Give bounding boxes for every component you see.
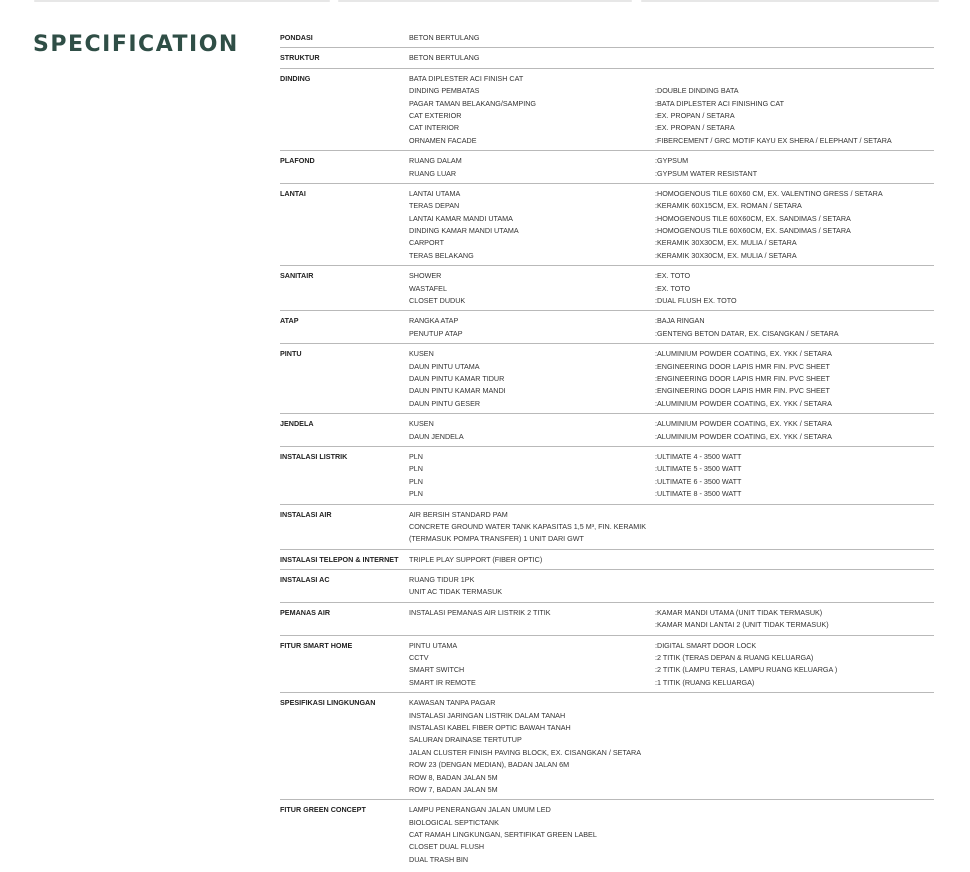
page-title: SPECIFICATION [33,32,239,57]
spec-row [280,652,934,664]
spec-item: TERAS BELAKANG [409,250,474,260]
spec-category: INSTALASI LISTRIK [280,451,348,461]
spec-item: LANTAI KAMAR MANDI UTAMA [409,213,513,223]
spec-item: PLN [409,489,423,499]
spec-item: DAUN PINTU KAMAR TIDUR [409,373,505,383]
spec-row [280,373,934,385]
spec-value: :ULTIMATE 4 - 3500 WATT [655,451,742,461]
spec-item: DAUN PINTU UTAMA [409,361,480,371]
spec-item: ORNAMEN FACADE [409,135,477,145]
spec-value [655,52,934,64]
spec-category: JENDELA [280,419,314,429]
spec-section [280,553,934,570]
spec-value: :KAMAR MANDI UTAMA (UNIT TIDAK TERMASUK) [655,607,823,617]
spec-section [280,51,934,68]
spec-category [280,110,409,122]
spec-row [280,841,934,853]
spec-row [280,747,934,759]
spec-value [655,533,934,545]
spec-value: :EX. PROPAN / SETARA [655,123,735,133]
spec-row [280,640,934,652]
spec-item: PLN [409,464,423,474]
spec-category [280,85,409,97]
spec-section [280,639,934,694]
spec-item: SHOWER [409,271,442,281]
spec-value [655,697,934,709]
spec-item: RANGKA ATAP [409,316,459,326]
spec-value: :ULTIMATE 6 - 3500 WATT [655,476,742,486]
spec-item: DAUN PINTU KAMAR MANDI [409,386,506,396]
specification-table [280,31,934,872]
spec-category [280,122,409,134]
spec-row [280,829,934,841]
spec-value: :BATA DIPLESTER ACI FINISHING CAT [655,98,784,108]
spec-value: :DIGITAL SMART DOOR LOCK [655,640,757,650]
spec-item [409,619,655,631]
spec-category [280,225,409,237]
spec-row [280,283,934,295]
spec-item: UNIT AC TIDAK TERMASUK [409,587,503,597]
spec-row [280,734,934,746]
spec-row [280,710,934,722]
spec-value: :2 TITIK (TERAS DEPAN & RUANG KELUARGA) [655,653,814,663]
spec-value [655,574,934,586]
spec-category [280,759,409,771]
spec-category [280,854,409,866]
spec-value: :GYPSUM WATER RESISTANT [655,168,758,178]
spec-section [280,187,934,266]
spec-item: DINDING PEMBATAS [409,86,480,96]
spec-category [280,295,409,307]
spec-item: KUSEN [409,349,434,359]
spec-item: BATA DIPLESTER ACI FINISH CAT [409,73,524,83]
spec-category [280,664,409,676]
spec-row [280,772,934,784]
spec-value [655,772,934,784]
top-bar [641,0,939,2]
spec-value: :GENTENG BETON DATAR, EX. CISANGKAN / SETARA [655,328,839,338]
spec-row [280,463,934,475]
spec-category [280,677,409,689]
spec-item: SALURAN DRAINASE TERTUTUP [409,735,522,745]
spec-row [280,85,934,97]
spec-category [280,476,409,488]
spec-category [280,328,409,340]
spec-row [280,586,934,598]
spec-value [655,841,934,853]
spec-section [280,606,934,636]
spec-value: :ALUMINIUM POWDER COATING, EX. YKK / SETARA [655,419,832,429]
spec-value: :BAJA RINGAN [655,316,705,326]
spec-category: FITUR GREEN CONCEPT [280,805,366,815]
spec-value [655,747,934,759]
spec-row [280,509,934,521]
top-bar [338,0,632,2]
spec-item: PLN [409,451,423,461]
spec-row [280,476,934,488]
spec-category [280,168,409,180]
spec-item: TRIPLE PLAY SUPPORT (FIBER OPTIC) [409,554,543,564]
spec-category: INSTALASI AIR [280,509,332,519]
spec-category [280,747,409,759]
spec-value: :KERAMIK 60X15CM, EX. ROMAN / SETARA [655,201,802,211]
spec-item: DUAL TRASH BIN [409,854,469,864]
spec-category [280,772,409,784]
spec-row [280,98,934,110]
spec-category [280,841,409,853]
spec-value: :DUAL FLUSH EX. TOTO [655,296,737,306]
spec-row [280,315,934,327]
spec-category: PINTU [280,349,302,359]
spec-category: DINDING [280,73,311,83]
spec-category [280,722,409,734]
spec-row [280,431,934,443]
spec-value: :ALUMINIUM POWDER COATING, EX. YKK / SETARA [655,349,832,359]
spec-category [280,385,409,397]
spec-item: BETON BERTULANG [409,53,480,63]
spec-row [280,155,934,167]
spec-item: RUANG LUAR [409,168,457,178]
spec-value: :ULTIMATE 8 - 3500 WATT [655,489,742,499]
spec-item: ROW 23 (DENGAN MEDIAN), BADAN JALAN 6M [409,760,570,770]
spec-item: CLOSET DUAL FLUSH [409,842,485,852]
spec-item: CCTV [409,653,429,663]
spec-value: :FIBERCEMENT / GRC MOTIF KAYU EX SHERA / ELEPHANT / SETARA [655,135,892,145]
spec-value: :2 TITIK (LAMPU TERAS, LAMPU RUANG KELUARGA ) [655,665,838,675]
spec-item: DAUN JENDELA [409,431,464,441]
spec-section [280,803,934,869]
spec-value: :HOMOGENOUS TILE 60X60CM, EX. SANDIMAS / SETARA [655,226,851,236]
spec-category [280,431,409,443]
spec-value [655,521,934,533]
spec-value: :GYPSUM [655,156,689,166]
spec-category [280,213,409,225]
spec-value [655,554,934,566]
spec-row [280,122,934,134]
spec-category [280,373,409,385]
spec-section [280,31,934,48]
spec-item: TERAS DEPAN [409,201,460,211]
spec-item: ROW 7, BADAN JALAN 5M [409,784,498,794]
spec-row [280,213,934,225]
spec-value [655,509,934,521]
spec-section [280,696,934,800]
spec-category [280,652,409,664]
spec-item: BIOLOGICAL SEPTICTANK [409,817,499,827]
spec-item: WASTAFEL [409,283,447,293]
spec-section [280,72,934,151]
spec-value: :DOUBLE DINDING BATA [655,86,739,96]
spec-item: BETON BERTULANG [409,33,480,42]
spec-category [280,734,409,746]
spec-row [280,533,934,545]
spec-value: :ENGINEERING DOOR LAPIS HMR FIN. PVC SHEET [655,373,830,383]
spec-item: KUSEN [409,419,434,429]
spec-item: JALAN CLUSTER FINISH PAVING BLOCK, EX. CISANGKAN / SETARA [409,747,642,757]
spec-value [655,817,934,829]
spec-category: LANTAI [280,188,306,198]
spec-item: LAMPU PENERANGAN JALAN UMUM LED [409,805,551,815]
spec-section [280,269,934,311]
spec-value: :KERAMIK 30X30CM, EX. MULIA / SETARA [655,250,797,260]
spec-row [280,451,934,463]
spec-category [280,250,409,262]
spec-value [655,710,934,722]
spec-row [280,250,934,262]
spec-value: :1 TITIK (RUANG KELUARGA) [655,677,755,687]
spec-value [655,734,934,746]
spec-row [280,521,934,533]
spec-category: SPESIFIKASI LINGKUNGAN [280,698,376,708]
spec-item: INSTALASI JARINGAN LISTRIK DALAM TANAH [409,710,566,720]
spec-row [280,784,934,796]
spec-value [655,32,934,44]
spec-value: :ENGINEERING DOOR LAPIS HMR FIN. PVC SHEET [655,386,830,396]
spec-category: ATAP [280,316,299,326]
spec-item: (TERMASUK POMPA TRANSFER) 1 UNIT DARI GWT [409,534,584,544]
spec-section [280,573,934,603]
spec-category: INSTALASI TELEPON & INTERNET [280,554,399,564]
spec-item: CARPORT [409,238,445,248]
spec-category [280,817,409,829]
spec-category: PLAFOND [280,156,315,166]
spec-row [280,817,934,829]
spec-item: SMART SWITCH [409,665,465,675]
spec-value: :EX. PROPAN / SETARA [655,110,735,120]
spec-item: PINTU UTAMA [409,640,458,650]
spec-value [655,722,934,734]
spec-row [280,398,934,410]
spec-row [280,348,934,360]
spec-category [280,710,409,722]
spec-category: STRUKTUR [280,53,320,63]
spec-item: CAT RAMAH LINGKUNGAN, SERTIFIKAT GREEN LABEL [409,830,597,840]
spec-row [280,804,934,816]
spec-category [280,463,409,475]
spec-category [280,398,409,410]
spec-category: SANITAIR [280,271,314,281]
spec-value: :ENGINEERING DOOR LAPIS HMR FIN. PVC SHEET [655,361,830,371]
spec-category [280,237,409,249]
spec-section [280,508,934,550]
spec-value: :KAMAR MANDI LANTAI 2 (UNIT TIDAK TERMASUK) [655,620,829,630]
spec-row [280,385,934,397]
spec-item: PLN [409,476,423,486]
spec-item: PAGAR TAMAN BELAKANG/SAMPING [409,98,537,108]
spec-category [280,200,409,212]
spec-value: :EX. TOTO [655,271,691,281]
spec-section [280,450,934,505]
spec-value: :HOMOGENOUS TILE 60X60 CM, EX. VALENTINO GRESS / SETARA [655,188,883,198]
spec-row [280,619,934,631]
spec-row [280,270,934,282]
spec-row [280,295,934,307]
spec-value [655,854,934,866]
spec-value: :ULTIMATE 5 - 3500 WATT [655,464,742,474]
spec-value [655,759,934,771]
spec-row [280,361,934,373]
spec-row [280,677,934,689]
spec-row [280,418,934,430]
spec-section [280,314,934,344]
spec-row [280,225,934,237]
spec-row [280,607,934,619]
spec-category [280,361,409,373]
spec-value: :ALUMINIUM POWDER COATING, EX. YKK / SETARA [655,398,832,408]
spec-category: PEMANAS AIR [280,607,331,617]
spec-row [280,52,934,64]
spec-row [280,574,934,586]
spec-value [655,804,934,816]
spec-category [280,521,409,533]
spec-category [280,135,409,147]
spec-row [280,759,934,771]
spec-category [280,98,409,110]
spec-category [280,283,409,295]
spec-item: ROW 8, BADAN JALAN 5M [409,772,498,782]
spec-category: PONDASI [280,33,313,42]
spec-item: SMART IR REMOTE [409,677,476,687]
spec-row [280,135,934,147]
spec-value: :EX. TOTO [655,283,691,293]
spec-item: RUANG TIDUR 1PK [409,575,475,585]
spec-item: RUANG DALAM [409,156,462,166]
spec-value [655,586,934,598]
spec-item: PENUTUP ATAP [409,328,463,338]
spec-value: :HOMOGENOUS TILE 60X60CM, EX. SANDIMAS / SETARA [655,213,851,223]
spec-item: CLOSET DUDUK [409,296,466,306]
spec-row [280,854,934,866]
spec-section [280,154,934,184]
spec-row [280,32,934,44]
spec-category [280,619,409,631]
spec-row [280,722,934,734]
spec-row [280,110,934,122]
spec-item: INSTALASI PEMANAS AIR LISTRIK 2 TITIK [409,607,551,617]
spec-category: FITUR SMART HOME [280,640,353,650]
spec-category [280,488,409,500]
spec-item: LANTAI UTAMA [409,188,461,198]
spec-category [280,784,409,796]
spec-item: DINDING KAMAR MANDI UTAMA [409,226,519,236]
spec-value [655,829,934,841]
spec-item: DAUN PINTU GESER [409,398,481,408]
spec-value [655,784,934,796]
spec-value [655,73,934,85]
spec-category [280,533,409,545]
spec-value: :KERAMIK 30X30CM, EX. MULIA / SETARA [655,238,797,248]
spec-row [280,73,934,85]
spec-item: CONCRETE GROUND WATER TANK KAPASITAS 1,5 M³, FIN. KERAMIK [409,521,647,531]
spec-row [280,188,934,200]
spec-item: CAT INTERIOR [409,123,460,133]
spec-value: :ALUMINIUM POWDER COATING, EX. YKK / SETARA [655,431,832,441]
spec-item: AIR BERSIH STANDARD PAM [409,509,508,519]
spec-section [280,347,934,414]
spec-item: CAT EXTERIOR [409,110,462,120]
spec-row [280,488,934,500]
spec-row [280,328,934,340]
spec-category [280,829,409,841]
spec-section [280,417,934,447]
spec-category [280,586,409,598]
spec-row [280,554,934,566]
spec-row [280,237,934,249]
spec-item: KAWASAN TANPA PAGAR [409,698,496,708]
spec-row [280,664,934,676]
spec-category: INSTALASI AC [280,575,330,585]
top-edge-bars [0,0,970,4]
top-bar [34,0,330,2]
spec-row [280,168,934,180]
spec-row [280,697,934,709]
spec-row [280,200,934,212]
spec-item: INSTALASI KABEL FIBER OPTIC BAWAH TANAH [409,722,571,732]
